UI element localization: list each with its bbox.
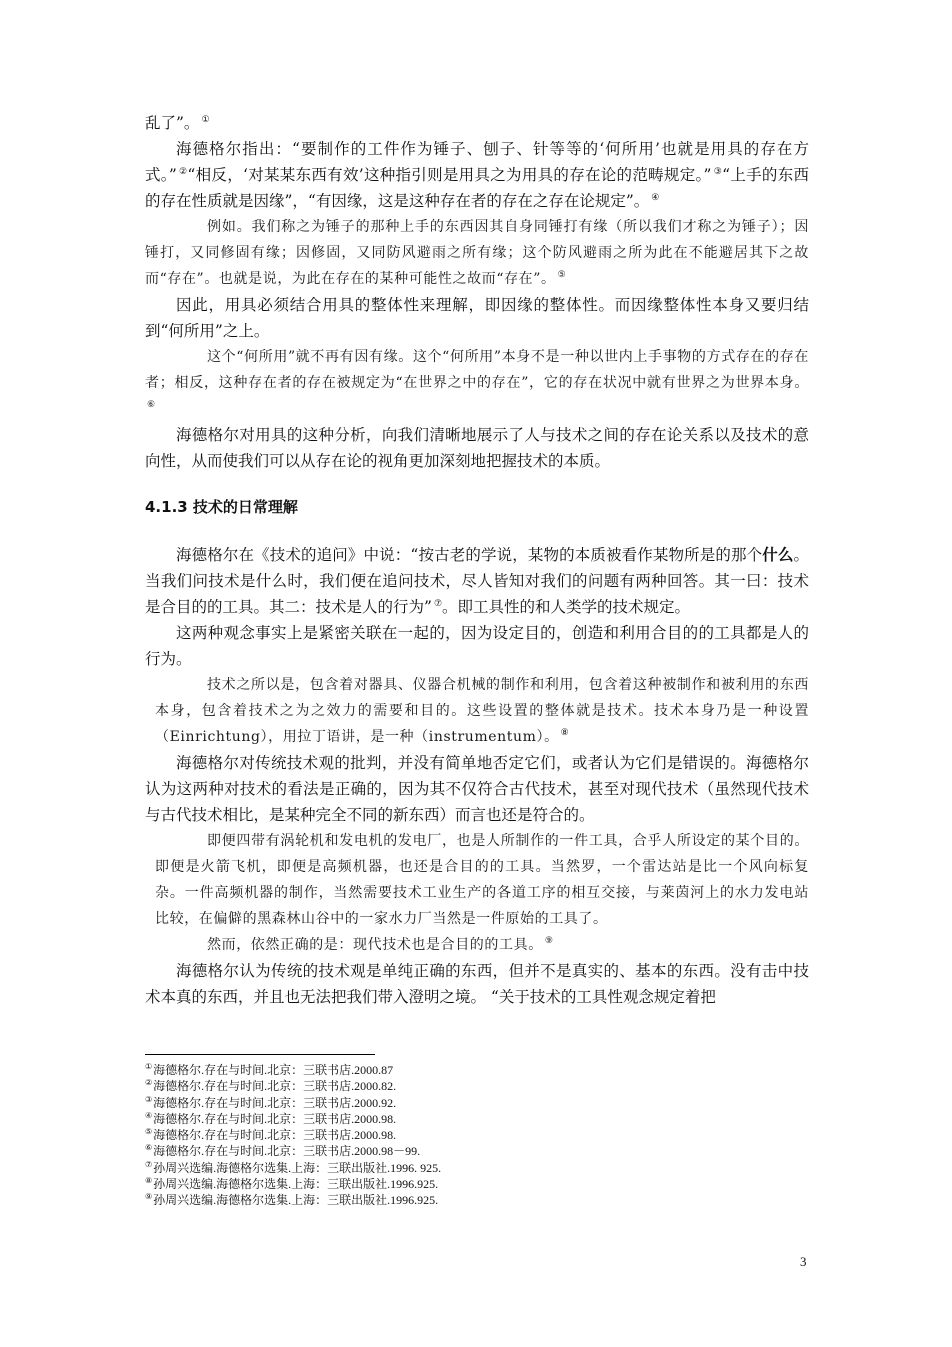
page-number: 3 <box>800 1254 807 1269</box>
footnote-item: ②海德格尔.存在与时间.北京：三联书店.2000.82. <box>145 1078 397 1094</box>
section-heading: 4.1.3 技术的日常理解 <box>145 498 298 516</box>
block-quote-5: 然而，依然正确的是：现代技术也是合目的的工具。 ⑨ <box>207 936 554 953</box>
block-quote-2: 这个“何所用”就不再有因有缘。这个“何所用”本身不是一种以世内上手事物的方式存在的存在者；相反，这种存在者的存在被规定为“在世界之中的存在”，它的存在状况中就有世界之为世界本身。⑥ <box>145 349 809 411</box>
emphasis-text: 什么 <box>762 546 794 564</box>
block-quote-1: 例如。我们称之为锤子的那种上手的东西因其自身同锤打有缘（所以我们才称之为锤子）；因锤打，又同修固有缘；因修固，又同防风避雨之所有缘；这个防风避雨之所为此在不能避居其下之故而“存在”。也就是说，为此在存在的某种可能性之故而“存在”。 ⑤ <box>145 219 809 287</box>
footnote-item: ⑥海德格尔.存在与时间.北京：三联书店.2000.98－99. <box>145 1143 421 1159</box>
footnote-ref: ⑤ <box>557 270 567 281</box>
footnote-item: ⑨孙周兴选编.海德格尔选集.上海：三联出版社.1996.925. <box>145 1192 439 1208</box>
block-quote-4: 即便四带有涡轮机和发电机的发电厂，也是人所制作的一件工具，合乎人所设定的某个目的。即便是火箭飞机，即便是高频机器，也还是合目的的工具。当然罗，一个雷达站是比一个风向标复杂。一件高频机器的制作，当然需要技术工业生产的各道工序的相互交接，与莱茵河上的水力发电站比较，在偏僻的黑森林山谷中的一家水力厂当然是一件原始的工具了。 <box>155 833 809 927</box>
paragraph-1: 乱了”。 ① <box>145 114 210 132</box>
footnote-item: ③海德格尔.存在与时间.北京：三联书店.2000.92. <box>145 1094 397 1110</box>
footnote-ref: ② <box>178 166 188 177</box>
paragraph-4: 海德格尔对用具的这种分析，向我们清晰地展示了人与技术之间的存在论关系以及技术的意向性，从而使我们可以从存在论的视角更加深刻地把握技术的本质。 <box>145 426 809 470</box>
footnote-ref: ⑨ <box>544 936 554 947</box>
footnote-ref: ⑧ <box>560 728 570 739</box>
paragraph-7: 海德格尔对传统技术观的批判，并没有简单地否定它们，或者认为它们是错误的。海德格尔认为这两种对技术的看法是正确的，因为其不仅符合古代技术，甚至对现代技术（虽然现代技术与古代技术相比，是某种完全不同的新东西）而言也还是符合的。 <box>145 754 809 824</box>
footnote-ref: ⑦ <box>433 598 443 609</box>
paragraph-5: 海德格尔在《技术的追问》中说：“按古老的学说，某物的本质被看作某物所是的那个什么。当我们问技术是什么时，我们便在追问技术，尽人皆知对我们的问题有两种回答。其一曰：技术是合目的的工具。其二：技术是人的行为” ⑦。即工具性的和人类学的技术规定。 <box>145 546 809 616</box>
paragraph-2: 海德格尔指出：“要制作的工件作为锤子、刨子、针等等的‘何所用’也就是用具的存在方式。” ②“相反，‘对某某东西有效’这种指引则是用具之为用具的存在论的范畴规定。” ③“上手的东西的存在性质就是因缘”，“有因缘，这是这种存在者的存在之存在论规定”。 ④ <box>145 140 809 210</box>
footnote-item: ⑦孙周兴选编.海德格尔选集.上海：三联出版社.1996. 925. <box>145 1159 442 1175</box>
footnote-ref: ④ <box>651 192 660 203</box>
footnote-item: ⑧孙周兴选编.海德格尔选集.上海：三联出版社.1996.925. <box>145 1176 439 1192</box>
footnote-item: ④海德格尔.存在与时间.北京：三联书店.2000.98. <box>145 1110 397 1126</box>
footnote-ref: ⑥ <box>147 400 156 411</box>
block-quote-3: 技术之所以是，包含着对器具、仪器合机械的制作和利用，包含着这种被制作和被利用的东西本身，包含着技术之为之效力的需要和目的。这些设置的整体就是技术。技术本身乃是一种设置（Einrichtung），用拉丁语讲，是一种（instrumentum）。 ⑧ <box>155 677 809 745</box>
footnote-ref: ③ <box>713 166 723 177</box>
footnote-ref: ① <box>201 114 210 125</box>
footnote-divider <box>145 1054 375 1055</box>
paragraph-8: 海德格尔认为传统的技术观是单纯正确的东西，但并不是真实的、基本的东西。没有击中技术本真的东西，并且也无法把我们带入澄明之境。 “关于技术的工具性观念规定着把 <box>145 962 809 1006</box>
footnote-item: ①海德格尔.存在与时间.北京：三联书店.2000.87 <box>145 1062 394 1077</box>
paragraph-6: 这两种观念事实上是紧密关联在一起的，因为设定目的，创造和利用合目的的工具都是人的行为。 <box>145 624 809 668</box>
footnotes <box>145 1062 809 1209</box>
paragraph-3: 因此，用具必须结合用具的整体性来理解，即因缘的整体性。而因缘整体性本身又要归结到“何所用”之上。 <box>145 296 809 340</box>
footnote-item: ⑤海德格尔.存在与时间.北京：三联书店.2000.98. <box>145 1127 397 1143</box>
body-text <box>145 110 809 1010</box>
